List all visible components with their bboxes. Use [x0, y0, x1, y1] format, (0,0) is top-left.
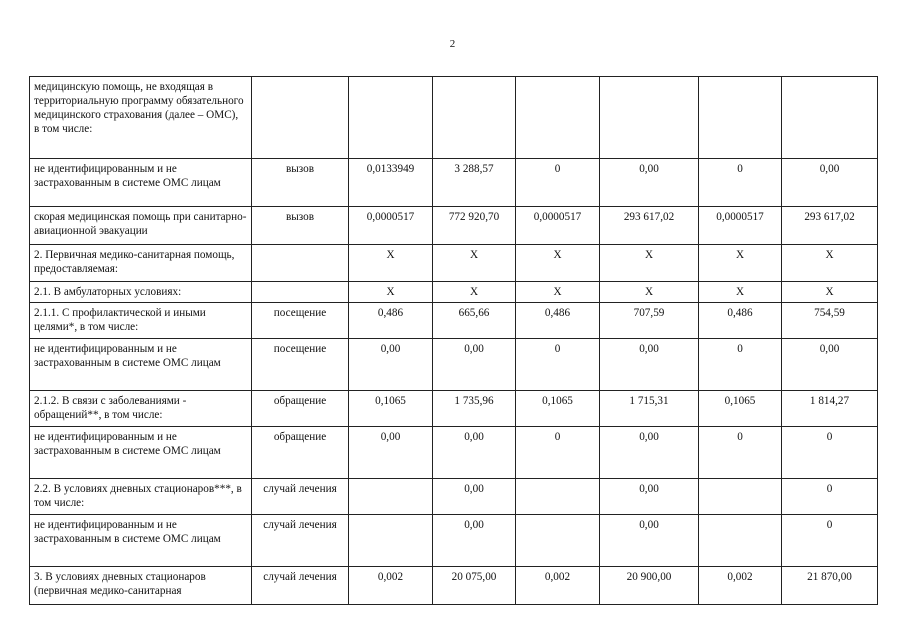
row-description: медицинскую помощь, не входящая в территориальную программу обязательного медицинского страхования (далее – ОМС), в том числе: [30, 77, 252, 159]
unit-cell: обращение [252, 391, 349, 427]
value-cell: 0,00 [433, 339, 516, 391]
value-cell: 707,59 [600, 303, 699, 339]
row-description: не идентифицированным и не застрахованным в системе ОМС лицам [30, 515, 252, 567]
table-row [30, 515, 878, 567]
value-cell: 0 [782, 515, 878, 567]
value-cell [349, 479, 433, 515]
row-description: 3. В условиях дневных стационаров (первичная медико-санитарная [30, 567, 252, 605]
value-cell: 0 [699, 427, 782, 479]
value-cell: 0,00 [349, 339, 433, 391]
value-cell: Х [433, 282, 516, 303]
value-cell: 0 [516, 427, 600, 479]
value-cell: 0 [516, 159, 600, 207]
row-description: 2.1. В амбулаторных условиях: [30, 282, 252, 303]
value-cell: 0,486 [516, 303, 600, 339]
value-cell: 0 [699, 159, 782, 207]
unit-cell [252, 282, 349, 303]
value-cell: 20 075,00 [433, 567, 516, 605]
page-number: 2 [449, 38, 456, 50]
unit-cell: обращение [252, 427, 349, 479]
value-cell: Х [782, 282, 878, 303]
value-cell: 0,002 [699, 567, 782, 605]
row-description: 2.2. В условиях дневных стационаров***, в том числе: [30, 479, 252, 515]
row-description: не идентифицированным и не застрахованным в системе ОМС лицам [30, 159, 252, 207]
table-row [30, 282, 878, 303]
value-cell: 0,00 [782, 159, 878, 207]
value-cell: Х [699, 245, 782, 282]
value-cell: 0,0000517 [516, 207, 600, 245]
value-cell: 0,00 [600, 339, 699, 391]
value-cell: 20 900,00 [600, 567, 699, 605]
value-cell: 0,1065 [516, 391, 600, 427]
value-cell [516, 479, 600, 515]
value-cell [782, 77, 878, 159]
value-cell [433, 77, 516, 159]
value-cell: 0,1065 [349, 391, 433, 427]
value-cell: Х [516, 282, 600, 303]
row-description: 2.1.2. В связи с заболеваниями - обращений**, в том числе: [30, 391, 252, 427]
value-cell: 0,0133949 [349, 159, 433, 207]
value-cell: 1 735,96 [433, 391, 516, 427]
value-cell: 0 [782, 427, 878, 479]
value-cell: 0,486 [349, 303, 433, 339]
value-cell: 21 870,00 [782, 567, 878, 605]
value-cell: 1 814,27 [782, 391, 878, 427]
table-row [30, 567, 878, 605]
value-cell [600, 77, 699, 159]
value-cell: 0,00 [782, 339, 878, 391]
unit-cell: посещение [252, 303, 349, 339]
value-cell: 0,00 [600, 515, 699, 567]
table-row [30, 207, 878, 245]
value-cell: 0,002 [516, 567, 600, 605]
tariff-table [29, 76, 878, 605]
value-cell [349, 77, 433, 159]
value-cell: 293 617,02 [600, 207, 699, 245]
value-cell [516, 77, 600, 159]
unit-cell: случай лечения [252, 479, 349, 515]
unit-cell [252, 245, 349, 282]
value-cell: 0 [782, 479, 878, 515]
table-row [30, 427, 878, 479]
value-cell [699, 515, 782, 567]
value-cell: 0,00 [600, 479, 699, 515]
value-cell [349, 515, 433, 567]
value-cell: 0 [516, 339, 600, 391]
value-cell: 0,002 [349, 567, 433, 605]
row-description: 2.1.1. С профилактической и иными целями*, в том числе: [30, 303, 252, 339]
value-cell: Х [516, 245, 600, 282]
value-cell: 754,59 [782, 303, 878, 339]
value-cell: 3 288,57 [433, 159, 516, 207]
value-cell: 0,00 [433, 479, 516, 515]
value-cell: Х [349, 282, 433, 303]
table-row [30, 303, 878, 339]
value-cell: 0,00 [600, 427, 699, 479]
value-cell: 293 617,02 [782, 207, 878, 245]
value-cell: 0,00 [433, 515, 516, 567]
value-cell: 0,00 [349, 427, 433, 479]
row-description: не идентифицированным и не застрахованным в системе ОМС лицам [30, 339, 252, 391]
value-cell: 0,00 [433, 427, 516, 479]
value-cell: 0,486 [699, 303, 782, 339]
unit-cell: случай лечения [252, 515, 349, 567]
value-cell: Х [349, 245, 433, 282]
table-row [30, 245, 878, 282]
value-cell: 665,66 [433, 303, 516, 339]
value-cell: Х [699, 282, 782, 303]
unit-cell [252, 77, 349, 159]
value-cell: 0,0000517 [699, 207, 782, 245]
unit-cell: случай лечения [252, 567, 349, 605]
value-cell: 0 [699, 339, 782, 391]
unit-cell: посещение [252, 339, 349, 391]
table-row [30, 479, 878, 515]
value-cell: 0,0000517 [349, 207, 433, 245]
unit-cell: вызов [252, 159, 349, 207]
unit-cell: вызов [252, 207, 349, 245]
value-cell [699, 479, 782, 515]
value-cell: 1 715,31 [600, 391, 699, 427]
value-cell: 0,00 [600, 159, 699, 207]
row-description: 2. Первичная медико-санитарная помощь, предоставляемая: [30, 245, 252, 282]
table-row [30, 159, 878, 207]
value-cell: Х [600, 282, 699, 303]
row-description: скорая медицинская помощь при санитарно-авиационной эвакуации [30, 207, 252, 245]
value-cell: Х [433, 245, 516, 282]
table-row [30, 391, 878, 427]
value-cell: 0,1065 [699, 391, 782, 427]
value-cell: Х [782, 245, 878, 282]
value-cell [516, 515, 600, 567]
value-cell: 772 920,70 [433, 207, 516, 245]
row-description: не идентифицированным и не застрахованным в системе ОМС лицам [30, 427, 252, 479]
table-row [30, 77, 878, 159]
value-cell [699, 77, 782, 159]
table-row [30, 339, 878, 391]
value-cell: Х [600, 245, 699, 282]
